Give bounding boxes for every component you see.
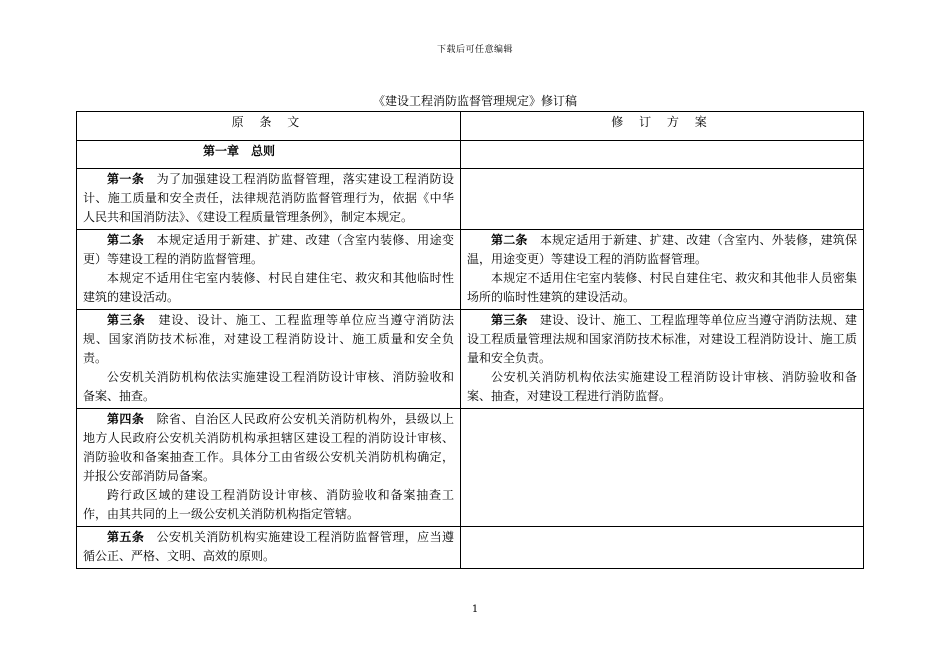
table-row xyxy=(77,409,864,527)
paragraph xyxy=(83,528,454,566)
original-cell xyxy=(77,409,461,527)
revision-cell xyxy=(461,230,864,310)
article-text: 建设、设计、施工、工程监理等单位应当遵守消防法规、建设工程质量管理法规和国家消防技术标准，对建设工程消防设计、施工质量和安全负责。 xyxy=(467,313,857,365)
original-cell xyxy=(77,169,461,230)
article-label: 第四条 xyxy=(107,412,145,426)
chapter-row xyxy=(77,141,864,169)
paragraph xyxy=(83,170,454,227)
article-label: 第一条 xyxy=(107,172,145,186)
paragraph xyxy=(467,311,857,368)
article-label: 第三条 xyxy=(107,313,146,327)
header-note: 下载后可任意编辑 xyxy=(436,45,513,55)
revision-cell xyxy=(461,169,864,230)
paragraph xyxy=(467,269,857,307)
article-text: 本规定不适用住宅室内装修、村民自建住宅、救灾和其他临时性建筑的建设活动。 xyxy=(83,271,454,304)
article-text: 建设、设计、施工、工程监理等单位应当遵守消防法规、国家消防技术标准，对建设工程消防设计、施工质量和安全负责。 xyxy=(83,313,454,365)
paragraph xyxy=(83,231,454,269)
revision-cell xyxy=(461,409,864,527)
table-row xyxy=(77,310,864,409)
table-row xyxy=(77,527,864,569)
article-label: 第二条 xyxy=(107,233,145,247)
article-text: 公安机关消防机构实施建设工程消防监督管理，应当遵循公正、严格、文明、高效的原则。 xyxy=(83,530,454,563)
article-text: 为了加强建设工程消防监督管理，落实建设工程消防设计、施工质量和安全责任，法律规范消防监督管理行为，依据《中华人民共和国消防法》、《建设工程质量管理条例》，制定本规定。 xyxy=(83,172,454,224)
paragraph xyxy=(83,368,454,406)
table-header-row xyxy=(77,112,864,141)
table-row xyxy=(77,169,864,230)
article-label: 第二条 xyxy=(491,233,528,247)
comparison-table xyxy=(76,111,864,569)
original-cell xyxy=(77,527,461,569)
article-text: 跨行政区域的建设工程消防设计审核、消防验收和备案抽查工作，由其共同的上一级公安机关消防机构指定管辖。 xyxy=(83,488,454,521)
article-text: 本规定适用于新建、扩建、改建（含室内装修、用途变更）等建设工程的消防监督管理。 xyxy=(83,233,454,266)
original-cell xyxy=(77,310,461,409)
article-text: 公安机关消防机构依法实施建设工程消防设计审核、消防验收和备案、抽查。 xyxy=(83,370,454,403)
document-title: 《建设工程消防监督管理规定》修订稿 xyxy=(372,94,577,108)
article-label: 第五条 xyxy=(107,530,145,544)
revision-cell xyxy=(461,310,864,409)
page-number: 1 xyxy=(471,604,479,615)
paragraph xyxy=(83,410,454,486)
column-header-original: 原 条 文 xyxy=(77,112,461,141)
paragraph xyxy=(467,231,857,269)
paragraph xyxy=(83,311,454,368)
column-header-revision: 修 订 方 案 xyxy=(461,112,864,141)
article-text: 除省、自治区人民政府公安机关消防机构外，县级以上地方人民政府公安机关消防机构承担辖区建设工程的消防设计审核、消防验收和备案抽查工作。具体分工由省级公安机关消防机构确定，并报公安部消防局备案。 xyxy=(83,412,454,483)
article-text: 本规定适用于新建、扩建、改建（含室内、外装修，建筑保温，用途变更）等建设工程的消防监督管理。 xyxy=(467,233,857,266)
chapter-revision-cell xyxy=(461,141,864,169)
article-text: 公安机关消防机构依法实施建设工程消防设计审核、消防验收和备案、抽查，对建设工程进行消防监督。 xyxy=(467,370,857,403)
revision-cell xyxy=(461,527,864,569)
paragraph xyxy=(467,368,857,406)
paragraph xyxy=(83,269,454,307)
paragraph xyxy=(83,486,454,524)
original-cell xyxy=(77,230,461,310)
article-label: 第三条 xyxy=(491,313,528,327)
table-row xyxy=(77,230,864,310)
chapter-cell xyxy=(77,141,461,169)
chapter-heading: 第一章 总则 xyxy=(203,144,276,158)
article-text: 本规定不适用住宅室内装修、村民自建住宅、救灾和其他非人员密集场所的临时性建筑的建设活动。 xyxy=(467,271,857,304)
